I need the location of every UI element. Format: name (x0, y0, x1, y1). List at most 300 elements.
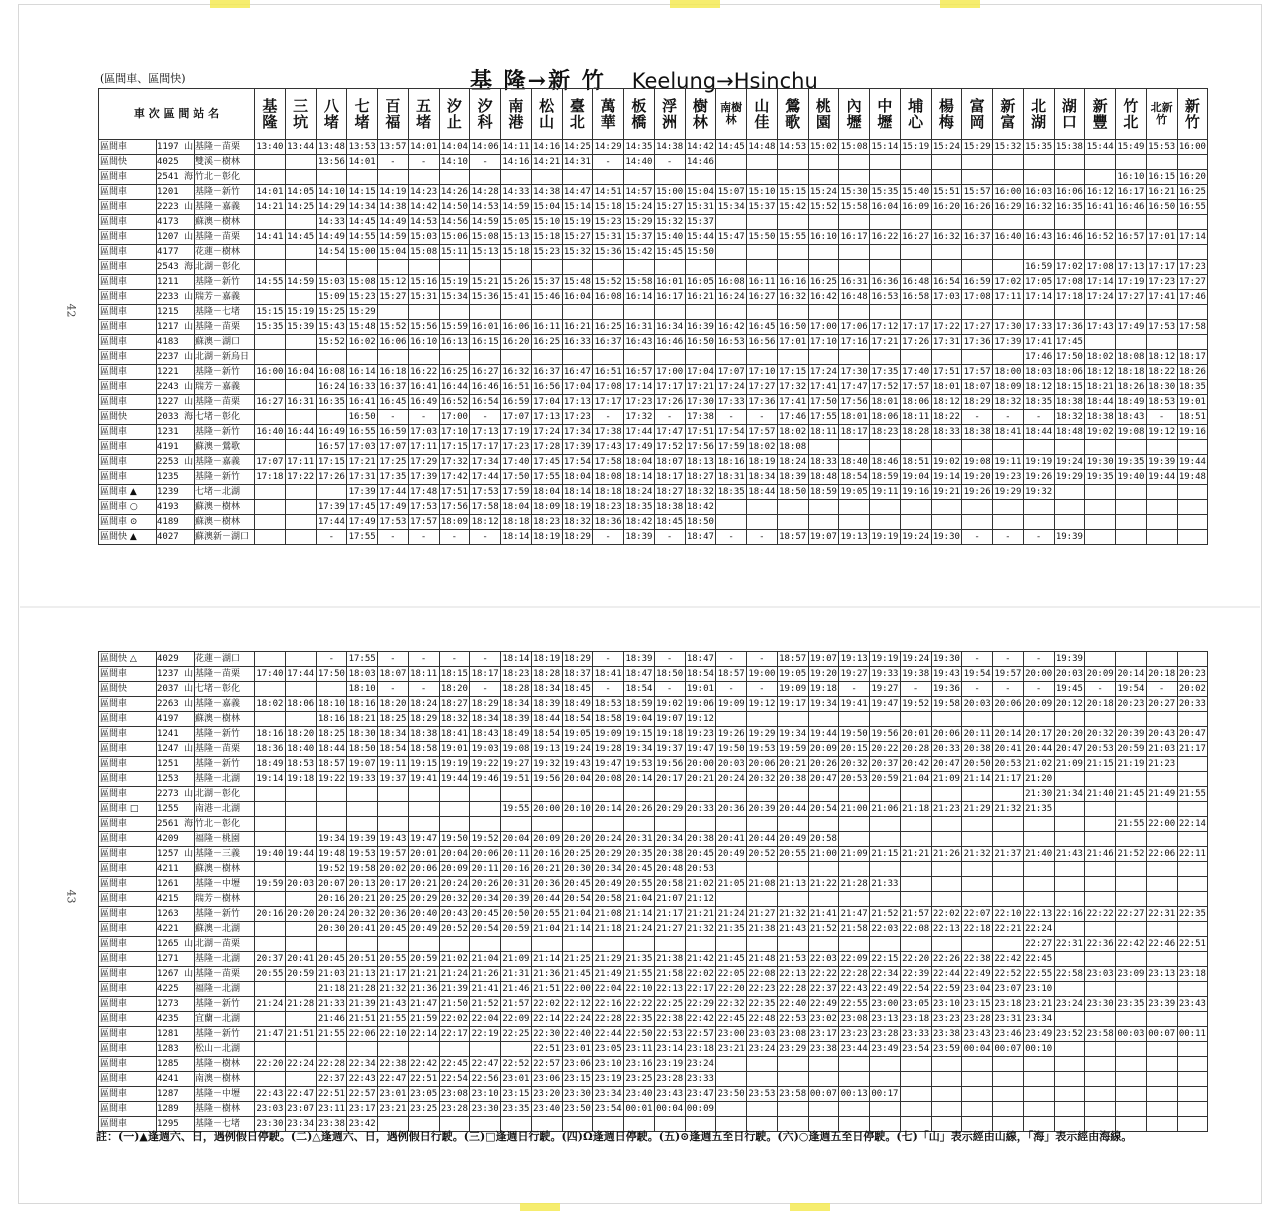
time-cell: 22:55 (1023, 967, 1054, 982)
time-cell: 16:20 (1177, 170, 1208, 185)
time-cell: 17:25 (378, 455, 409, 470)
time-cell: - (1146, 682, 1177, 697)
time-cell: 19:02 (1085, 425, 1116, 440)
time-cell: 15:35 (255, 320, 286, 335)
time-cell: 17:30 (993, 320, 1024, 335)
time-cell: 23:15 (962, 997, 993, 1012)
time-cell: 20:36 (378, 907, 409, 922)
time-cell: 16:27 (255, 395, 286, 410)
time-cell: 17:17 (470, 440, 501, 455)
time-cell (1085, 772, 1116, 787)
time-cell (931, 440, 962, 455)
time-cell: 18:42 (624, 515, 655, 530)
time-cell (593, 817, 624, 832)
time-cell: 22:57 (531, 1057, 562, 1072)
table-row (99, 350, 1208, 365)
time-cell: 16:25 (439, 365, 470, 380)
time-cell: 17:45 (1054, 335, 1085, 350)
time-cell: 15:48 (347, 320, 378, 335)
time-cell: 17:00 (808, 320, 839, 335)
time-cell: 16:21 (562, 320, 593, 335)
time-cell (1116, 1012, 1147, 1027)
time-cell (900, 1087, 931, 1102)
time-cell: 17:03 (931, 290, 962, 305)
time-cell: 17:57 (900, 380, 931, 395)
time-cell (1054, 1087, 1085, 1102)
time-cell: 14:59 (378, 230, 409, 245)
time-cell: 16:08 (716, 275, 747, 290)
time-cell (747, 500, 778, 515)
time-cell: 15:31 (408, 290, 439, 305)
time-cell (1085, 440, 1116, 455)
time-cell (993, 832, 1024, 847)
time-cell: 20:59 (285, 967, 316, 982)
time-cell (347, 1042, 378, 1057)
time-cell: 18:50 (347, 742, 378, 757)
table-row (99, 937, 1208, 952)
time-cell: 21:39 (347, 997, 378, 1012)
time-cell: 19:41 (408, 772, 439, 787)
time-cell: 19:19 (870, 652, 901, 667)
train-number: 1217 山 (157, 320, 195, 335)
time-cell: 17:02 (993, 275, 1024, 290)
time-cell: 18:35 (1023, 395, 1054, 410)
time-cell (1054, 922, 1085, 937)
time-cell (316, 937, 347, 952)
time-cell: 17:36 (1054, 320, 1085, 335)
time-cell (839, 245, 870, 260)
tape-mark (790, 1203, 830, 1211)
time-cell: 18:25 (378, 712, 409, 727)
time-cell: 22:53 (654, 1027, 685, 1042)
time-cell (1054, 802, 1085, 817)
time-cell: 20:34 (593, 862, 624, 877)
time-cell: 13:48 (316, 140, 347, 155)
time-cell: 17:21 (685, 380, 716, 395)
time-cell: 16:51 (501, 380, 532, 395)
time-cell: 23:01 (378, 1087, 409, 1102)
time-cell: 17:10 (808, 335, 839, 350)
time-cell (347, 787, 378, 802)
time-cell: 20:18 (1146, 667, 1177, 682)
time-cell: - (1023, 410, 1054, 425)
train-route: 基隆－苗栗 (195, 320, 255, 335)
time-cell: 19:14 (931, 470, 962, 485)
time-cell (1085, 877, 1116, 892)
time-cell (255, 682, 286, 697)
time-cell: 15:26 (501, 275, 532, 290)
time-cell: 17:32 (777, 380, 808, 395)
time-cell: 18:44 (531, 712, 562, 727)
time-cell (1054, 155, 1085, 170)
table-row (99, 1057, 1208, 1072)
time-cell: 16:49 (316, 425, 347, 440)
time-cell: 20:23 (1177, 667, 1208, 682)
time-cell (624, 817, 655, 832)
time-cell: 18:50 (654, 667, 685, 682)
time-cell: 20:09 (808, 742, 839, 757)
time-cell: 20:33 (931, 742, 962, 757)
time-cell (777, 892, 808, 907)
time-cell (285, 1072, 316, 1087)
time-cell: 20:13 (347, 877, 378, 892)
train-type: 區間車 (99, 817, 157, 832)
time-cell (962, 500, 993, 515)
time-cell: 15:45 (654, 245, 685, 260)
train-route: 基隆－新竹 (195, 275, 255, 290)
time-cell: 21:59 (408, 1012, 439, 1027)
time-cell (1116, 952, 1147, 967)
time-cell: 17:40 (255, 667, 286, 682)
time-cell (716, 500, 747, 515)
train-number: 1207 山 (157, 230, 195, 245)
time-cell: 22:49 (808, 997, 839, 1012)
time-cell: 17:52 (870, 380, 901, 395)
time-cell: 18:44 (747, 485, 778, 500)
time-cell: 21:53 (777, 952, 808, 967)
table-row (99, 1042, 1208, 1057)
time-cell: 15:29 (962, 140, 993, 155)
time-cell: 22:22 (808, 967, 839, 982)
time-cell: 20:45 (470, 907, 501, 922)
time-cell (347, 802, 378, 817)
time-cell (747, 862, 778, 877)
time-cell (777, 817, 808, 832)
time-cell: 20:45 (624, 862, 655, 877)
time-cell (1146, 982, 1177, 997)
time-cell: 17:40 (501, 455, 532, 470)
time-cell: 22:38 (654, 1012, 685, 1027)
time-cell: 17:46 (1177, 290, 1208, 305)
time-cell (1146, 155, 1177, 170)
time-cell: 20:24 (716, 772, 747, 787)
time-cell (1116, 155, 1147, 170)
time-cell: 18:53 (1146, 395, 1177, 410)
time-cell (808, 260, 839, 275)
time-cell (1116, 922, 1147, 937)
time-cell: 22:53 (777, 1012, 808, 1027)
time-cell: 16:11 (531, 320, 562, 335)
time-cell: 22:51 (316, 1087, 347, 1102)
time-cell: - (593, 410, 624, 425)
time-cell (255, 1042, 286, 1057)
time-cell (378, 1042, 409, 1057)
time-cell: 21:32 (962, 847, 993, 862)
time-cell: - (654, 530, 685, 545)
time-cell (408, 817, 439, 832)
time-cell: 22:52 (501, 1057, 532, 1072)
time-cell: - (378, 682, 409, 697)
time-cell: 18:09 (993, 380, 1024, 395)
time-cell: 22:10 (378, 1027, 409, 1042)
time-cell: 15:04 (378, 245, 409, 260)
time-cell: 18:02 (1085, 350, 1116, 365)
time-cell: 17:34 (470, 455, 501, 470)
train-route: 蘇澳－樹林 (195, 862, 255, 877)
time-cell (747, 515, 778, 530)
time-cell (808, 937, 839, 952)
time-cell: 20:44 (531, 892, 562, 907)
time-cell (1116, 712, 1147, 727)
time-cell: 22:39 (900, 967, 931, 982)
time-cell: 17:10 (747, 365, 778, 380)
time-cell (285, 982, 316, 997)
table-row (99, 832, 1208, 847)
time-cell: 16:08 (316, 365, 347, 380)
train-route: 基隆－新竹 (195, 425, 255, 440)
train-type: 區間車 (99, 952, 157, 967)
time-cell (685, 260, 716, 275)
time-cell (777, 245, 808, 260)
time-cell (870, 1057, 901, 1072)
time-cell: 15:42 (777, 200, 808, 215)
time-cell (777, 260, 808, 275)
time-cell (1177, 712, 1208, 727)
time-cell: 16:10 (808, 230, 839, 245)
time-cell: 18:45 (562, 682, 593, 697)
time-cell: 18:41 (993, 425, 1024, 440)
time-cell: 19:56 (531, 772, 562, 787)
time-cell: 16:32 (501, 365, 532, 380)
time-cell: 17:36 (747, 395, 778, 410)
time-cell: 16:06 (1054, 185, 1085, 200)
time-cell: 16:35 (316, 395, 347, 410)
time-cell: - (747, 652, 778, 667)
time-cell (1116, 772, 1147, 787)
time-cell: 22:45 (439, 1057, 470, 1072)
time-cell (900, 515, 931, 530)
time-cell: 14:42 (408, 200, 439, 215)
time-cell (1054, 1072, 1085, 1087)
time-cell: 15:08 (408, 245, 439, 260)
time-cell: 15:32 (654, 215, 685, 230)
train-type: 區間快 △ (99, 652, 157, 667)
time-cell: - (716, 682, 747, 697)
time-cell: - (378, 652, 409, 667)
time-cell: 20:18 (1085, 697, 1116, 712)
time-cell: 21:43 (1054, 847, 1085, 862)
time-cell (808, 155, 839, 170)
time-cell: 17:14 (1177, 230, 1208, 245)
time-cell: 14:48 (747, 140, 778, 155)
time-cell (562, 350, 593, 365)
time-cell (1085, 335, 1116, 350)
train-route: 基隆－新竹 (195, 185, 255, 200)
time-cell: 21:41 (470, 982, 501, 997)
time-cell (593, 170, 624, 185)
time-cell (1116, 892, 1147, 907)
time-cell: 17:21 (347, 455, 378, 470)
time-cell: 16:59 (378, 425, 409, 440)
time-cell: 16:46 (654, 335, 685, 350)
train-route: 宜蘭－北湖 (195, 1012, 255, 1027)
time-cell: 18:12 (1146, 350, 1177, 365)
time-cell: 00:04 (654, 1102, 685, 1117)
time-cell: 16:06 (378, 335, 409, 350)
time-cell: 20:53 (839, 772, 870, 787)
time-cell: 17:17 (900, 320, 931, 335)
time-cell: 19:07 (347, 757, 378, 772)
time-cell (747, 817, 778, 832)
time-cell: 19:13 (531, 742, 562, 757)
time-cell: 19:07 (808, 530, 839, 545)
time-cell: 16:54 (470, 395, 501, 410)
time-cell (777, 350, 808, 365)
time-cell: 21:15 (870, 847, 901, 862)
time-cell: 20:47 (1054, 742, 1085, 757)
time-cell (316, 1042, 347, 1057)
time-cell: 21:34 (1054, 787, 1085, 802)
time-cell: 15:50 (747, 230, 778, 245)
time-cell: 21:43 (777, 922, 808, 937)
time-cell: 17:49 (347, 515, 378, 530)
time-cell: 21:04 (470, 952, 501, 967)
time-cell (285, 245, 316, 260)
time-cell: 17:35 (870, 365, 901, 380)
time-cell (777, 937, 808, 952)
train-type: 區間車 (99, 170, 157, 185)
time-cell: 17:57 (962, 365, 993, 380)
train-route: 福隆－桃園 (195, 832, 255, 847)
time-cell: 17:59 (716, 440, 747, 455)
time-cell: 18:12 (1085, 365, 1116, 380)
time-cell: 22:25 (654, 997, 685, 1012)
time-cell: 18:32 (1054, 410, 1085, 425)
time-cell: 16:58 (900, 290, 931, 305)
train-route: 蘇澳－北湖 (195, 922, 255, 937)
time-cell (1146, 1087, 1177, 1102)
time-cell: 22:06 (1146, 847, 1177, 862)
time-cell (1177, 215, 1208, 230)
time-cell: 18:20 (378, 697, 409, 712)
time-cell: 15:15 (255, 305, 286, 320)
time-cell: 16:22 (870, 230, 901, 245)
train-number: 2273 山 (157, 787, 195, 802)
train-type: 區間車 (99, 230, 157, 245)
time-cell: 20:06 (747, 757, 778, 772)
time-cell (716, 937, 747, 952)
time-cell: 15:52 (808, 200, 839, 215)
time-cell (562, 170, 593, 185)
time-cell (1023, 215, 1054, 230)
time-cell: 21:18 (900, 802, 931, 817)
time-cell: 14:53 (408, 215, 439, 230)
time-cell: 23:00 (870, 997, 901, 1012)
time-cell: 18:26 (1177, 365, 1208, 380)
time-cell: 16:25 (531, 335, 562, 350)
time-cell: 18:14 (562, 485, 593, 500)
time-cell (624, 170, 655, 185)
time-cell: 20:47 (1177, 727, 1208, 742)
time-cell: 18:26 (1116, 380, 1147, 395)
train-number: 1201 (157, 185, 195, 200)
table-row (99, 1012, 1208, 1027)
time-cell: 18:07 (962, 380, 993, 395)
time-cell: 18:39 (501, 712, 532, 727)
time-cell: 20:16 (255, 907, 286, 922)
time-cell (1085, 922, 1116, 937)
time-cell: 14:45 (347, 215, 378, 230)
time-cell (285, 410, 316, 425)
time-cell (1054, 305, 1085, 320)
time-cell (870, 440, 901, 455)
train-route: 瑞芳－樹林 (195, 892, 255, 907)
time-cell (962, 440, 993, 455)
time-cell: 20:54 (808, 802, 839, 817)
time-cell (777, 515, 808, 530)
time-cell: 16:55 (347, 425, 378, 440)
time-cell: 18:09 (439, 515, 470, 530)
time-cell: 19:19 (1023, 455, 1054, 470)
time-cell: 20:31 (624, 832, 655, 847)
time-cell: 21:23 (1146, 757, 1177, 772)
time-cell: 19:51 (501, 772, 532, 787)
time-cell: 17:05 (1023, 275, 1054, 290)
time-cell: 20:03 (716, 757, 747, 772)
time-cell: 19:39 (347, 832, 378, 847)
time-cell (1054, 500, 1085, 515)
time-cell (501, 305, 532, 320)
time-cell (654, 260, 685, 275)
time-cell: 18:15 (439, 667, 470, 682)
time-cell: 17:14 (624, 380, 655, 395)
table-row (99, 907, 1208, 922)
time-cell (255, 260, 286, 275)
time-cell (993, 712, 1024, 727)
time-cell: 23:39 (1146, 997, 1177, 1012)
time-cell: 22:34 (870, 967, 901, 982)
time-cell: 14:57 (624, 185, 655, 200)
time-cell (900, 1072, 931, 1087)
time-cell: 23:09 (1116, 967, 1147, 982)
train-type: 區間車 (99, 350, 157, 365)
time-cell: 23:14 (654, 1042, 685, 1057)
time-cell: 16:40 (255, 425, 286, 440)
time-cell (1116, 500, 1147, 515)
time-cell (285, 335, 316, 350)
time-cell (808, 892, 839, 907)
footnote: 註：(一)▲逢週六、日，遇例假日停駛。(二)△逢週六、日，遇例假日行駛。(三)□逢週日行駛。(四)Ω逢週日停駛。(五)⊙逢週五至日行駛。(六)○逢週五至日停駛。(七)「山」表示經由山線，「海」表示經由海線。 (96, 1130, 1133, 1143)
time-cell: 15:07 (716, 185, 747, 200)
time-cell: 17:17 (1146, 260, 1177, 275)
table-row (99, 817, 1208, 832)
time-cell: 21:47 (408, 997, 439, 1012)
train-type: 區間車 (99, 215, 157, 230)
time-cell: 18:06 (900, 395, 931, 410)
time-cell (839, 440, 870, 455)
time-cell: 20:09 (531, 832, 562, 847)
time-cell: 22:28 (593, 1012, 624, 1027)
time-cell: 18:54 (531, 727, 562, 742)
time-cell (1085, 982, 1116, 997)
time-cell: 17:49 (624, 440, 655, 455)
time-cell (408, 170, 439, 185)
time-cell: 15:48 (562, 275, 593, 290)
time-cell (1146, 1012, 1177, 1027)
time-cell: 18:34 (470, 712, 501, 727)
time-cell: 19:26 (1023, 470, 1054, 485)
time-cell: 00:07 (808, 1087, 839, 1102)
time-cell (808, 862, 839, 877)
time-cell (993, 1072, 1024, 1087)
time-cell: 18:35 (1177, 380, 1208, 395)
time-cell: 21:47 (255, 1027, 286, 1042)
time-cell: 16:57 (316, 440, 347, 455)
train-type: 區間車 ⊙ (99, 515, 157, 530)
time-cell: 18:16 (255, 727, 286, 742)
station-header: 南港 (501, 89, 532, 140)
time-cell (931, 892, 962, 907)
